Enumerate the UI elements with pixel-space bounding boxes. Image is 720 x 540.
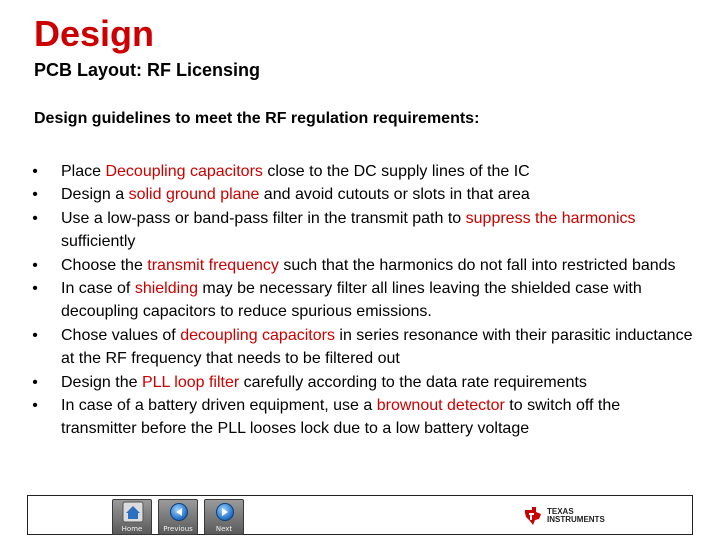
next-label: Next <box>215 525 233 533</box>
guideline-text: close to the DC supply lines of the IC <box>262 163 530 180</box>
guideline-text: to switch off the transmitter before the PLL looses lock due to a low battery voltage <box>61 397 621 438</box>
arrow-right-icon <box>216 503 234 521</box>
house-icon <box>113 500 153 526</box>
guideline-text: and avoid cutouts or slots in that area <box>259 186 530 204</box>
guideline-text: Chose values of <box>61 326 181 344</box>
home-label: Home <box>121 525 143 533</box>
guideline-text: In case of a battery driven equipment, use a <box>61 397 377 415</box>
bullet-marker: • <box>32 280 38 298</box>
intro-heading: Design guidelines to meet the RF regulation requirements: <box>34 110 480 127</box>
texas-instruments-logo <box>523 504 618 530</box>
highlighted-term: shielding <box>134 280 198 298</box>
guideline-list <box>24 160 696 441</box>
guideline-text: Choose the <box>61 256 148 274</box>
guideline-text: Design a <box>61 186 129 204</box>
bullet-marker: • <box>32 373 38 391</box>
guideline-text: sufficiently <box>61 233 136 251</box>
next-button[interactable] <box>204 499 244 535</box>
guideline-text: may be necessary filter all lines leaving the shielded case with decoupling capacitors to reduce spurious emissions. <box>61 280 642 321</box>
bullet-marker: • <box>32 326 38 344</box>
arrow-left-icon <box>170 503 188 521</box>
logo-line-2: INSTRUMENTS <box>547 515 605 524</box>
guideline-item <box>24 254 696 277</box>
guideline-item <box>24 207 696 254</box>
slide-title: Design <box>34 13 155 54</box>
guideline-text: In case of <box>61 280 135 298</box>
navigation-footer <box>27 495 693 535</box>
highlighted-term: PLL loop filter <box>141 373 240 391</box>
bullet-marker: • <box>32 186 38 204</box>
guideline-text: carefully according to the data rate requirements <box>239 373 587 391</box>
guideline-text: Use a low-pass or band-pass filter in the transmit path to <box>61 209 466 227</box>
bullet-marker: • <box>32 256 38 274</box>
highlighted-term: Decoupling capacitors <box>105 163 263 180</box>
logo-line-1: TEXAS <box>547 507 574 516</box>
bullet-marker: • <box>32 209 38 227</box>
highlighted-term: transmit frequency <box>147 256 279 274</box>
highlighted-term: decoupling capacitors <box>180 326 335 344</box>
ti-state-icon <box>523 506 543 526</box>
guideline-item <box>24 183 696 206</box>
previous-label: Previous <box>163 525 193 533</box>
guideline-item <box>24 371 696 394</box>
guideline-text: Place <box>61 163 106 180</box>
highlighted-term: brownout detector <box>376 397 505 415</box>
bullet-marker: • <box>32 397 38 415</box>
slide-subtitle: PCB Layout: RF Licensing <box>34 60 261 80</box>
guideline-item <box>24 394 696 441</box>
home-button[interactable] <box>112 499 152 535</box>
guideline-text: in series resonance with their parasitic inductance at the RF frequency that needs to be filtered out <box>61 326 693 368</box>
guideline-text: Design the <box>61 373 142 391</box>
highlighted-term: solid ground plane <box>128 186 260 204</box>
previous-button[interactable] <box>158 499 198 535</box>
guideline-item <box>24 277 696 324</box>
bullet-marker: • <box>32 163 38 180</box>
guideline-item <box>24 324 696 371</box>
guideline-item <box>24 160 696 183</box>
highlighted-term: suppress the harmonics <box>465 209 636 227</box>
guideline-text: such that the harmonics do not fall into restricted bands <box>278 256 676 274</box>
